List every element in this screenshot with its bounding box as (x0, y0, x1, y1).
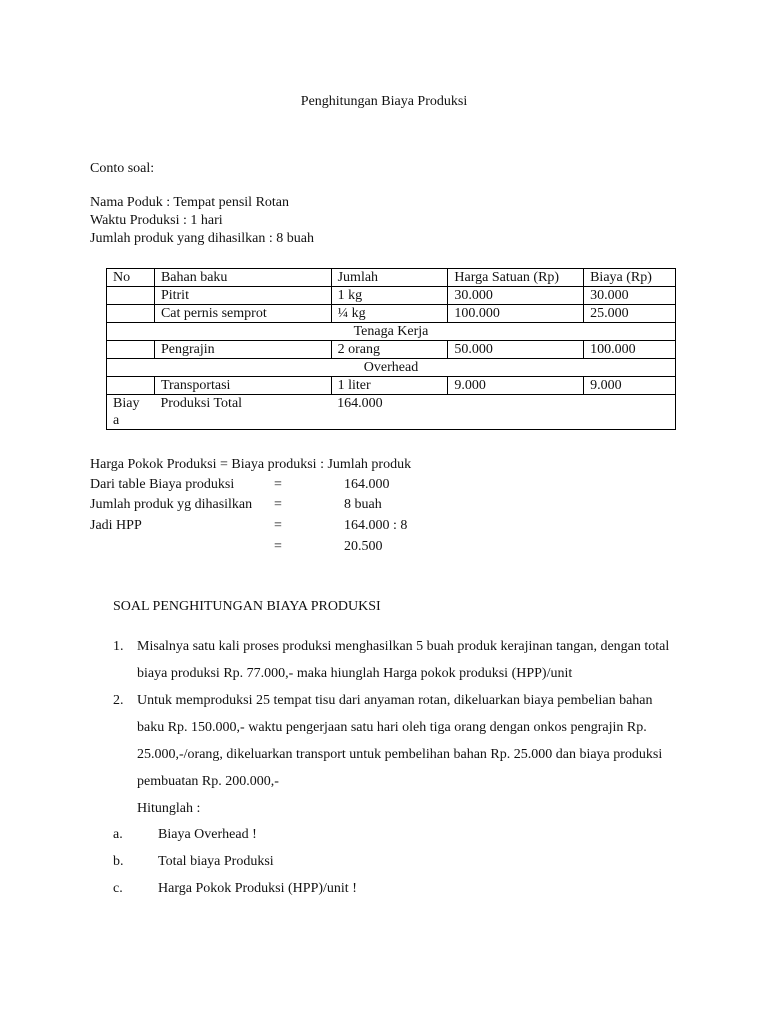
table-cell: 30.000 (584, 287, 676, 305)
calc-equals: = (274, 518, 282, 533)
calc-label: Dari table Biaya produksi (90, 477, 235, 492)
sub-list-text: Total biaya Produksi (158, 854, 274, 869)
header-cell: Harga Satuan (Rp) (448, 269, 584, 287)
total-label-line2: a (113, 413, 120, 428)
table-cell (107, 377, 155, 395)
exercise-heading: SOAL PENGHITUNGAN BIAYA PRODUKSI (113, 599, 381, 614)
table-cell: 30.000 (448, 287, 584, 305)
table-cell: 9.000 (448, 377, 584, 395)
table-cell: 100.000 (448, 305, 584, 323)
list-item (113, 687, 673, 795)
calc-value: 20.500 (344, 539, 383, 554)
example-heading: Conto soal: (90, 161, 155, 176)
table-cell: Pengrajin (154, 341, 331, 359)
calc-value: 8 buah (344, 497, 382, 512)
calc-equals: = (274, 497, 282, 512)
sub-list-letter: c. (113, 881, 123, 896)
header-cell: No (107, 269, 155, 287)
table-row (107, 305, 676, 323)
sub-list-text: Harga Pokok Produksi (HPP)/unit ! (158, 881, 357, 896)
calc-value: 164.000 : 8 (344, 518, 408, 533)
list-number: 2. (113, 693, 124, 708)
table-cell: 50.000 (448, 341, 584, 359)
table-cell: 1 liter (331, 377, 448, 395)
table-cell: 2 orang (331, 341, 448, 359)
table-cell: 1 kg (331, 287, 448, 305)
total-value-cell: 164.000 (331, 395, 675, 430)
hpp-formula: Harga Pokok Produksi = Biaya produksi : Jumlah produk (90, 457, 412, 472)
production-time-line: Waktu Produksi : 1 hari (90, 213, 223, 228)
product-name-line: Nama Poduk : Tempat pensil Rotan (90, 195, 290, 210)
list-text: Misalnya satu kali proses produksi menghasilkan 5 buah produk kerajinan tangan, dengan total biaya produksi Rp. 77.000,- maka hiunglah Harga pokok produksi (HPP)/unit (137, 639, 670, 681)
table-cell (107, 341, 155, 359)
section-label: Tenaga Kerja (107, 323, 676, 341)
header-cell: Bahan baku (154, 269, 331, 287)
table-row (107, 377, 676, 395)
section-row-labor (107, 323, 676, 341)
table-cell: 100.000 (584, 341, 676, 359)
calc-label: Jadi HPP (90, 518, 142, 533)
table-cell (107, 305, 155, 323)
page-title: Penghitungan Biaya Produksi (300, 94, 468, 109)
table-cell: 25.000 (584, 305, 676, 323)
header-cell: Biaya (Rp) (584, 269, 676, 287)
section-row-overhead (107, 359, 676, 377)
production-cost-table (106, 268, 676, 430)
table-cell: Transportasi (154, 377, 331, 395)
list-text: Untuk memproduksi 25 tempat tisu dari anyaman rotan, dikeluarkan biaya pembelian bahan baku Rp. 150.000,- waktu pengerjaan satu hari oleh tiga orang dengan onkos pengrajin Rp. 25.000,-/orang, dikeluarkan transport untuk pembelihan bahan Rp. 25.000 dan biaya produksi pembuatan Rp. 200.000,- (137, 693, 663, 789)
sub-list-letter: a. (113, 827, 123, 842)
table-cell: Cat pernis semprot (154, 305, 331, 323)
list-number: 1. (113, 639, 124, 654)
total-label-cell (107, 395, 155, 430)
calc-value: 164.000 (344, 477, 390, 492)
sub-list-letter: b. (113, 854, 124, 869)
exercise-instruction: Hitunglah : (137, 801, 201, 816)
sub-list-text: Biaya Overhead ! (158, 827, 257, 842)
calc-equals: = (274, 477, 282, 492)
table-cell: 9.000 (584, 377, 676, 395)
calc-equals: = (274, 539, 282, 554)
total-label-line1: Biay (113, 396, 140, 411)
header-cell: Jumlah (331, 269, 448, 287)
list-item (113, 633, 673, 687)
table-cell: ¼ kg (331, 305, 448, 323)
table-row (107, 287, 676, 305)
table-cell: Pitrit (154, 287, 331, 305)
total-row (107, 395, 676, 430)
table-cell (107, 287, 155, 305)
table-row (107, 341, 676, 359)
calc-label: Jumlah produk yg dihasilkan (90, 497, 253, 512)
section-label: Overhead (107, 359, 676, 377)
table-header-row (107, 269, 676, 287)
product-quantity-line: Jumlah produk yang dihasilkan : 8 buah (90, 231, 314, 246)
total-name-cell: Produksi Total (154, 395, 331, 430)
